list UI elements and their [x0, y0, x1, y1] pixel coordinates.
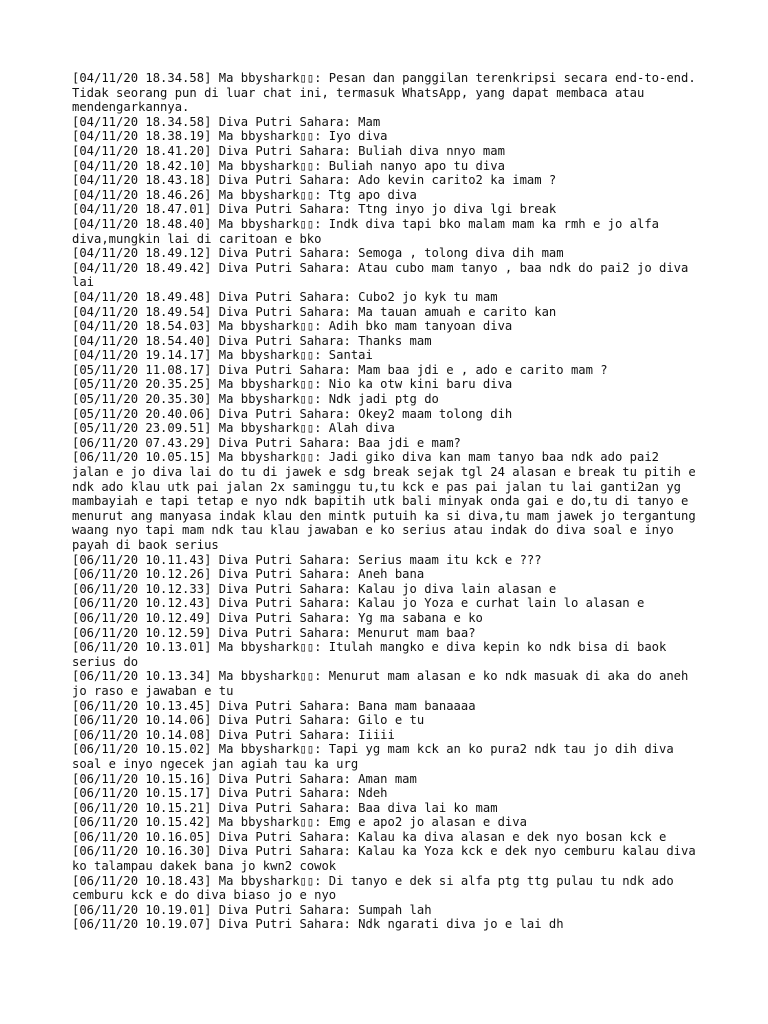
chat-message: [06/11/20 10.12.33] Diva Putri Sahara: Kalau jo diva lain alasan e [72, 581, 557, 596]
chat-message: [06/11/20 10.15.42] Ma bbyshark▯▯: Emg e apo2 jo alasan e diva [72, 815, 527, 830]
chat-message: [04/11/20 18.41.20] Diva Putri Sahara: Buliah diva nnyo mam [72, 143, 505, 158]
chat-message: [06/11/20 10.12.49] Diva Putri Sahara: Yg ma sabana e ko [72, 610, 483, 625]
chat-message: [06/11/20 10.14.06] Diva Putri Sahara: Gilo e tu [72, 713, 425, 728]
chat-message: [06/11/20 10.12.59] Diva Putri Sahara: Menurut mam baa? [72, 625, 476, 640]
chat-message: [04/11/20 18.42.10] Ma bbyshark▯▯: Buliah nanyo apo tu diva [72, 158, 505, 173]
chat-message: [04/11/20 18.38.19] Ma bbyshark▯▯: Iyo diva [72, 129, 388, 144]
chat-message: [06/11/20 10.14.08] Diva Putri Sahara: Iiiii [72, 727, 395, 742]
chat-message: [04/11/20 18.49.12] Diva Putri Sahara: Semoga , tolong diva dih mam [72, 246, 564, 261]
chat-message: [06/11/20 07.43.29] Diva Putri Sahara: Baa jdi e mam? [72, 435, 461, 450]
chat-message: [05/11/20 11.08.17] Diva Putri Sahara: Mam baa jdi e , ado e carito mam ? [72, 362, 608, 377]
chat-message: [06/11/20 10.15.21] Diva Putri Sahara: Baa diva lai ko mam [72, 800, 498, 815]
chat-message: [06/11/20 10.19.01] Diva Putri Sahara: Sumpah lah [72, 902, 432, 917]
chat-message: [04/11/20 18.47.01] Diva Putri Sahara: Ttng inyo jo diva lgi break [72, 202, 557, 217]
chat-message: [06/11/20 10.16.05] Diva Putri Sahara: Kalau ka diva alasan e dek nyo bosan kck e [72, 829, 667, 844]
chat-message: [05/11/20 20.35.30] Ma bbyshark▯▯: Ndk jadi ptg do [72, 392, 439, 407]
chat-message: [04/11/20 18.49.48] Diva Putri Sahara: Cubo2 jo kyk tu mam [72, 289, 498, 304]
chat-message: [06/11/20 10.05.15] Ma bbyshark▯▯: Jadi giko diva kan mam tanyo baa ndk ado pai2 jalan e jo diva lai do tu di jawek e sdg break sejak tgl 24 alasan e break tu pitih e ndk ado klau utk pai jalan 2x saminggu tu,tu kck e pas pai jalan tu lai ganti2an yg mambayiah e tapi tetap e nyo ndk bapitih utk bali minyak onda gai e do,tu di tanyo e menurut ang manyasa indak klau den mintk putuih ka si diva,tu mam jawek jo tergantung waang nyo tapi mam ndk tau klau jawaban e ko serius atau indak do diva soal e inyo payah di baok serius [72, 450, 704, 552]
chat-message: [06/11/20 10.13.01] Ma bbyshark▯▯: Itulah mangko e diva kepin ko ndk bisa di baok serius do [72, 640, 674, 669]
chat-message: [04/11/20 18.49.42] Diva Putri Sahara: Atau cubo mam tanyo , baa ndk do pai2 jo diva lai [72, 260, 696, 290]
chat-message: [05/11/20 23.09.51] Ma bbyshark▯▯: Alah diva [72, 421, 395, 436]
chat-message: [06/11/20 10.13.45] Diva Putri Sahara: Bana mam banaaaa [72, 698, 476, 713]
chat-log [72, 71, 702, 932]
chat-message: [06/11/20 10.19.07] Diva Putri Sahara: Ndk ngarati diva jo e lai dh [72, 917, 564, 932]
chat-message: [04/11/20 18.49.54] Diva Putri Sahara: Ma tauan amuah e carito kan [72, 304, 557, 319]
chat-message: [06/11/20 10.15.17] Diva Putri Sahara: Ndeh [72, 786, 388, 801]
chat-message: [06/11/20 10.15.16] Diva Putri Sahara: Aman mam [72, 771, 417, 786]
chat-message: [05/11/20 20.35.25] Ma bbyshark▯▯: Nio ka otw kini baru diva [72, 377, 513, 392]
chat-message: [04/11/20 18.48.40] Ma bbyshark▯▯: Indk diva tapi bko malam mam ka rmh e jo alfa diva,mungkin lai di caritoan e bko [72, 216, 667, 246]
chat-message: [06/11/20 10.13.34] Ma bbyshark▯▯: Menurut mam alasan e ko ndk masuak di aka do aneh jo raso e jawaban e tu [72, 669, 696, 698]
chat-message: [04/11/20 18.34.58] Diva Putri Sahara: Mam [72, 114, 381, 129]
chat-message: [04/11/20 18.34.58] Ma bbyshark▯▯: Pesan dan panggilan terenkripsi secara end-to-end. Tidak seorang pun di luar chat ini, termasuk WhatsApp, yang dapat membaca atau mendengarkannya. [72, 71, 704, 115]
chat-message: [04/11/20 18.43.18] Diva Putri Sahara: Ado kevin carito2 ka imam ? [72, 173, 557, 188]
chat-message: [04/11/20 18.46.26] Ma bbyshark▯▯: Ttg apo diva [72, 187, 417, 202]
chat-message: [06/11/20 10.12.43] Diva Putri Sahara: Kalau jo Yoza e curhat lain lo alasan e [72, 596, 645, 611]
chat-message: [06/11/20 10.18.43] Ma bbyshark▯▯: Di tanyo e dek si alfa ptg ttg pulau tu ndk ado cemburu kck e do diva biaso jo e nyo [72, 873, 682, 903]
chat-message: [06/11/20 10.15.02] Ma bbyshark▯▯: Tapi yg mam kck an ko pura2 ndk tau jo dih diva soal e inyo ngecek jan agiah tau ka urg [72, 742, 682, 771]
chat-message: [06/11/20 10.16.30] Diva Putri Sahara: Kalau ka Yoza kck e dek nyo cemburu kalau diva ko talampau dakek bana jo kwn2 cowok [72, 844, 704, 874]
chat-message: [04/11/20 19.14.17] Ma bbyshark▯▯: Santai [72, 348, 373, 363]
chat-message: [05/11/20 20.40.06] Diva Putri Sahara: Okey2 maam tolong dih [72, 406, 513, 421]
chat-message: [04/11/20 18.54.40] Diva Putri Sahara: Thanks mam [72, 333, 432, 348]
chat-message: [06/11/20 10.11.43] Diva Putri Sahara: Serius maam itu kck e ??? [72, 552, 542, 567]
chat-message: [04/11/20 18.54.03] Ma bbyshark▯▯: Adih bko mam tanyoan diva [72, 319, 513, 334]
chat-message: [06/11/20 10.12.26] Diva Putri Sahara: Aneh bana [72, 567, 425, 582]
